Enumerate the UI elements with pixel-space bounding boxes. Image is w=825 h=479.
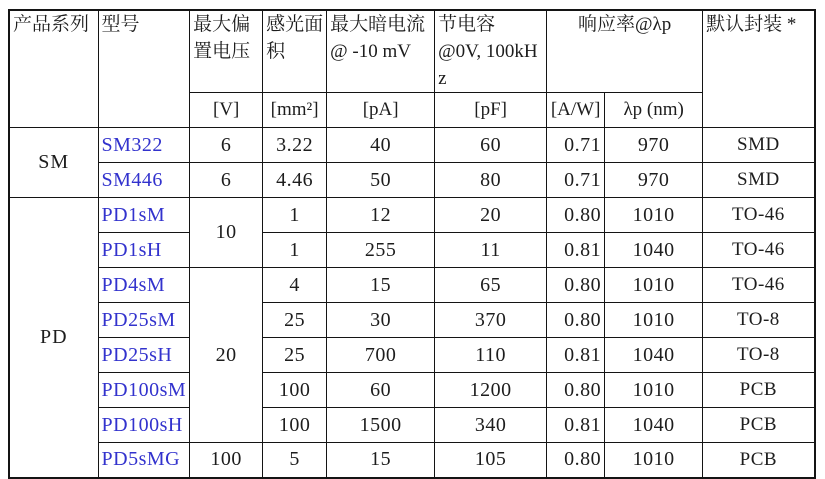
cell-bias-voltage: 6 [190, 163, 263, 198]
cell-package: SMD [703, 128, 815, 163]
cell-package: TO-46 [703, 233, 815, 268]
cell-responsivity: 0.80 [547, 303, 605, 338]
table-row [9, 373, 815, 408]
cell-active-area: 3.22 [263, 128, 327, 163]
cell-active-area: 1 [263, 198, 327, 233]
cell-dark-current: 12 [327, 198, 435, 233]
table-row [9, 268, 815, 303]
header-junction-capacitance-title: 节电容 [438, 14, 496, 35]
cell-dark-current: 40 [327, 128, 435, 163]
header-default-package: 默认封装 * [703, 10, 815, 128]
cell-bias-voltage: 100 [190, 443, 263, 478]
unit-capacitance: [pF] [435, 93, 547, 128]
model-link[interactable]: PD25sH [101, 343, 173, 366]
cell-capacitance: 80 [435, 163, 547, 198]
cell-dark-current: 50 [327, 163, 435, 198]
table-row [9, 128, 815, 163]
model-link[interactable]: PD1sM [101, 203, 166, 226]
cell-dark-current: 700 [327, 338, 435, 373]
cell-package: TO-46 [703, 268, 815, 303]
cell-responsivity: 0.80 [547, 373, 605, 408]
header-product-series: 产品系列 [9, 10, 98, 128]
cell-active-area: 100 [263, 373, 327, 408]
model-cell[interactable] [98, 373, 190, 408]
cell-capacitance: 105 [435, 443, 547, 478]
table-row [9, 198, 815, 233]
model-cell[interactable] [98, 163, 190, 198]
cell-responsivity: 0.81 [547, 408, 605, 443]
cell-peak-wavelength: 1040 [605, 233, 703, 268]
cell-capacitance: 110 [435, 338, 547, 373]
cell-responsivity: 0.81 [547, 233, 605, 268]
unit-dark-current: [pA] [327, 93, 435, 128]
model-cell[interactable] [98, 268, 190, 303]
cell-peak-wavelength: 1010 [605, 198, 703, 233]
cell-active-area: 4.46 [263, 163, 327, 198]
model-cell[interactable] [98, 198, 190, 233]
model-link[interactable]: SM322 [101, 133, 163, 156]
header-max-dark-current-title: 最大暗电流 [330, 14, 426, 35]
cell-active-area: 5 [263, 443, 327, 478]
table-row [9, 408, 815, 443]
cell-responsivity: 0.81 [547, 338, 605, 373]
cell-responsivity: 0.80 [547, 268, 605, 303]
cell-bias-voltage-merged: 20 [190, 268, 263, 443]
table-row [9, 233, 815, 268]
cell-package: PCB [703, 408, 815, 443]
cell-peak-wavelength: 1010 [605, 268, 703, 303]
cell-capacitance: 11 [435, 233, 547, 268]
model-link[interactable]: SM446 [101, 168, 163, 191]
header-active-area: 感光面积 [263, 10, 327, 93]
cell-package: TO-8 [703, 338, 815, 373]
model-cell[interactable] [98, 303, 190, 338]
cell-peak-wavelength: 1010 [605, 303, 703, 338]
cell-package: PCB [703, 373, 815, 408]
unit-bias-voltage: [V] [190, 93, 263, 128]
header-row-1 [9, 10, 815, 93]
header-junction-capacitance-condition: @0V, 100kHz [438, 41, 538, 89]
model-cell[interactable] [98, 338, 190, 373]
cell-dark-current: 1500 [327, 408, 435, 443]
cell-responsivity: 0.80 [547, 198, 605, 233]
product-spec-table [8, 9, 816, 479]
cell-capacitance: 20 [435, 198, 547, 233]
series-label-sm: SM [9, 128, 98, 198]
table-row [9, 163, 815, 198]
cell-active-area: 1 [263, 233, 327, 268]
cell-capacitance: 1200 [435, 373, 547, 408]
header-max-dark-current [327, 10, 435, 93]
series-label-pd: PD [9, 198, 98, 478]
table-row [9, 443, 815, 478]
cell-capacitance: 65 [435, 268, 547, 303]
table-row [9, 338, 815, 373]
model-cell[interactable] [98, 128, 190, 163]
cell-responsivity: 0.71 [547, 163, 605, 198]
cell-peak-wavelength: 1040 [605, 338, 703, 373]
cell-peak-wavelength: 1010 [605, 373, 703, 408]
model-cell[interactable] [98, 443, 190, 478]
cell-bias-voltage: 6 [190, 128, 263, 163]
cell-active-area: 25 [263, 303, 327, 338]
cell-dark-current: 60 [327, 373, 435, 408]
cell-peak-wavelength: 970 [605, 163, 703, 198]
cell-package: TO-46 [703, 198, 815, 233]
unit-peak-wavelength: λp (nm) [605, 93, 703, 128]
table-row [9, 303, 815, 338]
cell-peak-wavelength: 1040 [605, 408, 703, 443]
cell-responsivity: 0.80 [547, 443, 605, 478]
cell-active-area: 100 [263, 408, 327, 443]
cell-dark-current: 30 [327, 303, 435, 338]
model-link[interactable]: PD5sMG [101, 448, 181, 471]
cell-active-area: 4 [263, 268, 327, 303]
model-link[interactable]: PD25sM [101, 308, 176, 331]
cell-responsivity: 0.71 [547, 128, 605, 163]
cell-package: SMD [703, 163, 815, 198]
cell-capacitance: 340 [435, 408, 547, 443]
cell-bias-voltage-merged: 10 [190, 198, 263, 268]
cell-package: TO-8 [703, 303, 815, 338]
model-cell[interactable] [98, 233, 190, 268]
cell-peak-wavelength: 1010 [605, 443, 703, 478]
model-link[interactable]: PD100sH [101, 413, 183, 436]
header-max-bias-voltage: 最大偏置电压 [190, 10, 263, 93]
cell-peak-wavelength: 970 [605, 128, 703, 163]
header-responsivity: 响应率@λp [547, 10, 703, 93]
model-link[interactable]: PD100sM [101, 378, 187, 401]
cell-capacitance: 370 [435, 303, 547, 338]
unit-responsivity-aw: [A/W] [547, 93, 605, 128]
cell-dark-current: 255 [327, 233, 435, 268]
model-link[interactable]: PD4sM [101, 273, 166, 296]
unit-active-area: [mm²] [263, 93, 327, 128]
header-junction-capacitance [435, 10, 547, 93]
model-cell[interactable] [98, 408, 190, 443]
cell-dark-current: 15 [327, 443, 435, 478]
cell-dark-current: 15 [327, 268, 435, 303]
model-link[interactable]: PD1sH [101, 238, 162, 261]
header-max-dark-current-condition: @ -10 mV [330, 41, 411, 62]
cell-capacitance: 60 [435, 128, 547, 163]
cell-package: PCB [703, 443, 815, 478]
header-model: 型号 [98, 10, 190, 128]
cell-active-area: 25 [263, 338, 327, 373]
